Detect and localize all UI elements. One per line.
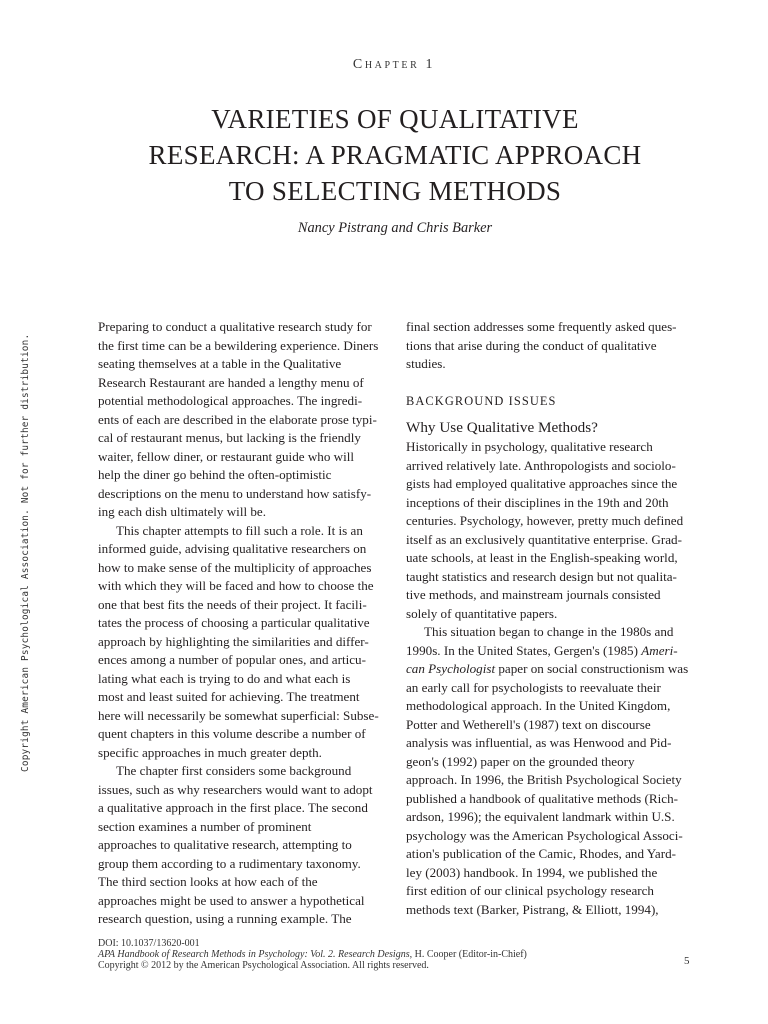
text-line: section examines a number of prominent — [98, 818, 312, 834]
text-line: an early call for psychologists to reevaluate their — [406, 679, 661, 695]
paragraph — [406, 438, 696, 623]
source-citation — [98, 949, 527, 960]
text-line: descriptions on the menu to understand how satisfy- — [98, 485, 372, 501]
text-line: informed guide, advising qualitative researchers on — [98, 541, 367, 556]
text-line: published a handbook of qualitative methods (Rich- — [406, 790, 679, 806]
text-line: Historically in psychology, qualitative research — [406, 439, 653, 454]
text-line: This situation began to change in the 1980s and — [424, 624, 674, 639]
text-line: ences among a number of popular ones, and articu- — [98, 652, 366, 667]
text-line: group them according to a rudimentary taxonomy. — [98, 855, 361, 871]
right-column — [406, 318, 696, 919]
paragraph — [406, 623, 696, 919]
text-line: geon's (1992) paper on the grounded theory — [406, 753, 635, 769]
text-line: here will necessarily be somewhat superficial: Subse- — [98, 707, 379, 723]
text-line: tates the process of choosing a particular qualitative — [98, 615, 370, 630]
text-run: 1990s. In the United States, Gergen's (1985) — [406, 642, 642, 658]
text-line: ents of each are described in the elaborate prose typi- — [98, 411, 377, 427]
text-line: potential methodological approaches. The ingredi- — [98, 393, 363, 408]
text-line: research question, using a running example. The — [98, 911, 352, 926]
text-line: approach. In 1996, the British Psychological Society — [406, 772, 682, 787]
journal-title-italic: Ameri- — [641, 642, 678, 658]
text-line: ing each dish ultimately will be. — [98, 504, 267, 519]
text-line: approaches might be used to answer a hypothetical — [98, 892, 365, 908]
text-line: Preparing to conduct a qualitative research study for — [98, 319, 372, 334]
text-line: the first time can be a bewildering experience. Diners — [98, 337, 379, 353]
text-line: help the diner go behind the often-optimistic — [98, 467, 332, 482]
text-line: methodological approach. In the United Kingdom, — [406, 698, 671, 713]
left-column — [98, 318, 382, 929]
text-line: methods text (Barker, Pistrang, & Elliott, 1994), — [406, 901, 659, 917]
title-line: VARIETIES OF QUALITATIVE — [211, 104, 579, 134]
side-copyright-notice: Copyright American Psychological Association. Not for further distribution. — [20, 333, 31, 772]
text-line: Research Restaurant are handed a lengthy menu of — [98, 374, 364, 390]
text-line: a qualitative approach in the first place. The second — [98, 800, 368, 815]
section-heading: BACKGROUND ISSUES — [406, 393, 557, 408]
text-line: The third section looks at how each of the — [98, 874, 318, 889]
text-line: solely of quantitative papers. — [406, 605, 558, 621]
text-line — [406, 642, 696, 661]
text-run: H. Cooper (Editor-in-Chief) — [412, 949, 527, 961]
text-line: ley (2003) handbook. In 1994, we published the — [406, 864, 658, 880]
footer — [98, 938, 527, 972]
text-line: most and least suited for achieving. The treatment — [98, 689, 360, 704]
text-line: ation's publication of the Camic, Rhodes, and Yard- — [406, 846, 677, 861]
title-line: RESEARCH: A PRAGMATIC APPROACH — [148, 140, 642, 170]
text-line: analysis was influential, as was Henwood and Pid- — [406, 735, 672, 750]
text-line: itself as an exclusively quantitative enterprise. Grad- — [406, 531, 682, 547]
text-line: quent chapters in this volume describe a number of — [98, 726, 366, 741]
text-line: issues, such as why researchers would want to adopt — [98, 781, 373, 797]
text-line: lating what each is trying to do and what each is — [98, 670, 351, 686]
text-line: how to make sense of the multiplicity of approaches — [98, 559, 372, 575]
journal-title-italic: can Psychologist — [406, 661, 496, 676]
text-line: inceptions of their disciplines in the 19th and 20th — [406, 494, 669, 510]
text-line: approach by highlighting the similarities and differ- — [98, 633, 369, 649]
text-line: tive methods, and mainstream journals consisted — [406, 587, 661, 602]
text-line: one that best fits the needs of their project. It facili- — [98, 596, 367, 612]
title-line: TO SELECTING METHODS — [228, 176, 562, 206]
text-line: studies. — [406, 356, 446, 371]
text-line: specific approaches in much greater depth. — [98, 744, 322, 760]
paragraph — [98, 522, 382, 763]
paragraph — [98, 762, 382, 929]
chapter-label: Chapter 1 — [352, 57, 436, 72]
page-number: 5 — [684, 955, 690, 967]
text-line — [406, 660, 696, 679]
text-line: waiter, fellow diner, or restaurant guide who will — [98, 448, 355, 464]
text-line: first edition of our clinical psychology research — [406, 883, 654, 898]
paragraph — [406, 318, 696, 374]
text-line: Potter and Wetherell's (1987) text on discourse — [406, 716, 651, 732]
copyright-line: Copyright © 2012 by the American Psychological Association. All rights reserved. — [98, 960, 429, 972]
text-line: arrived relatively late. Anthropologists and sociolo- — [406, 457, 676, 473]
doi: DOI: 10.1037/13620-001 — [98, 938, 200, 949]
text-line: gists had employed qualitative approaches since the — [406, 476, 678, 491]
text-line: approaches to qualitative research, attempting to — [98, 837, 352, 852]
text-line: psychology was the American Psychological Associ- — [406, 827, 683, 843]
text-line: with which they will be faced and how to choose the — [98, 578, 374, 593]
text-run: paper on social constructionism was — [495, 661, 689, 676]
text-line: tions that arise during the conduct of qualitative — [406, 337, 657, 353]
text-line: The chapter first considers some background — [116, 763, 352, 778]
authors: Nancy Pistrang and Chris Barker — [297, 220, 493, 236]
text-line: This chapter attempts to fill such a role. It is an — [116, 522, 363, 538]
paragraph — [98, 318, 382, 522]
handbook-title-italic: APA Handbook of Research Methods in Psychology: Vol. 2. Research Designs, — [98, 949, 413, 961]
text-line: taught statistics and research design but not qualita- — [406, 568, 677, 584]
text-line: ardson, 1996); the equivalent landmark within U.S. — [406, 809, 675, 824]
text-line: centuries. Psychology, however, pretty much defined — [406, 513, 684, 528]
text-line: cal of restaurant menus, but lacking is the friendly — [98, 430, 361, 445]
text-line: seating themselves at a table in the Qualitative — [98, 356, 342, 371]
chapter-title — [0, 101, 768, 209]
subsection-heading: Why Use Qualitative Methods? — [406, 419, 598, 436]
text-line: final section addresses some frequently asked ques- — [406, 319, 677, 334]
text-line: uate schools, at least in the English-speaking world, — [406, 550, 678, 565]
